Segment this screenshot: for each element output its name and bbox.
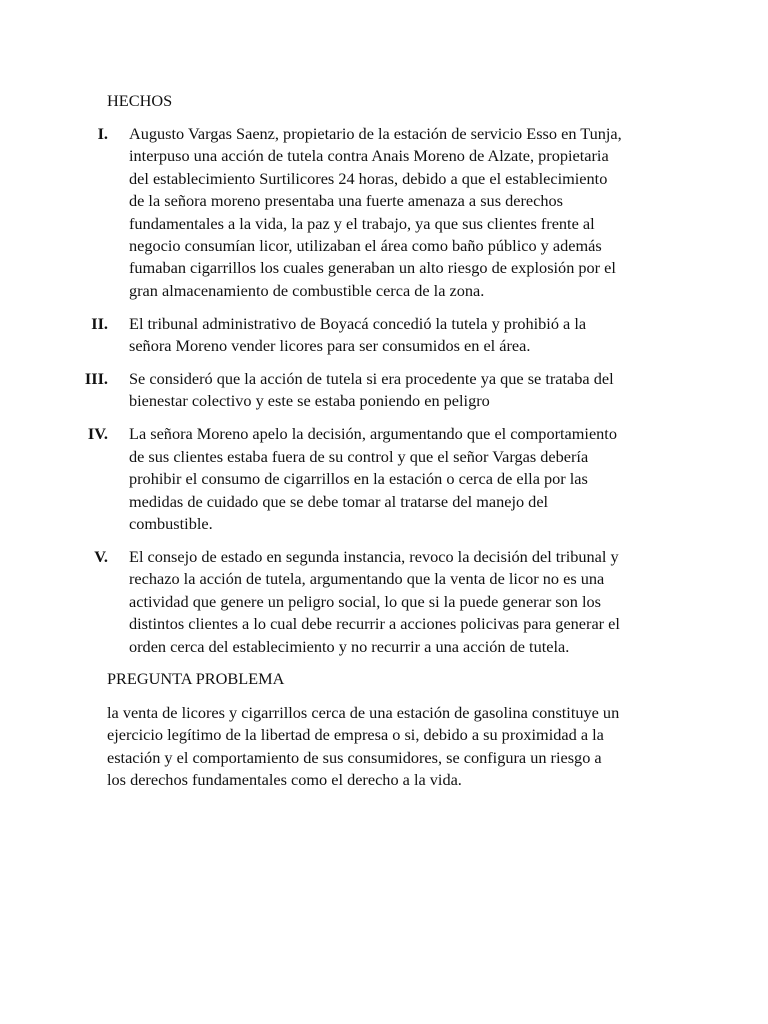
text-line: combustible. <box>129 514 213 533</box>
text-line: fumaban cigarrillos los cuales generaban un alto riesgo de explosión por el <box>129 258 616 278</box>
text-line: de la señora moreno presentaba una fuerte amenaza a sus derechos <box>129 191 563 211</box>
item-numeral: I. <box>97 124 108 143</box>
text-line: Augusto Vargas Saenz, propietario de la estación de servicio Esso en Tunja, <box>129 124 622 143</box>
text-line: la venta de licores y cigarrillos cerca de una estación de gasolina constituye un <box>107 703 620 722</box>
text-line: gran almacenamiento de combustible cerca de la zona. <box>129 280 485 300</box>
pregunta-paragraph <box>107 702 667 792</box>
item-text <box>129 546 664 658</box>
text-line: fundamentales a la vida, la paz y el trabajo, ya que sus clientes frente al <box>129 213 595 233</box>
text-line: medidas de cuidado que se debe tomar al tratarse del manejo del <box>129 491 549 511</box>
item-text <box>129 313 664 358</box>
text-line: distintos clientes a lo cual debe recurrir a acciones policivas para generar el <box>129 614 620 634</box>
item-numeral: V. <box>94 546 108 566</box>
hechos-item-2 <box>0 313 768 358</box>
item-numeral: IV. <box>87 424 108 444</box>
hechos-item-5 <box>0 546 768 658</box>
item-numeral: II. <box>91 313 108 333</box>
text-line: bienestar colectivo y este se estaba poniendo en peligro <box>129 391 490 411</box>
hechos-list <box>0 123 768 668</box>
text-line: orden cerca del establecimiento y no recurrir a una acción de tutela. <box>129 636 570 656</box>
pregunta-heading: PREGUNTA PROBLEMA <box>107 669 285 688</box>
text-line: los derechos fundamentales como el derecho a la vida. <box>107 770 462 790</box>
text-line: prohibir el consumo de cigarrillos en la estación o cerca de ella por las <box>129 469 588 489</box>
text-line: rechazo la acción de tutela, argumentando que la venta de licor no es una <box>129 569 605 589</box>
hechos-item-3 <box>0 368 768 413</box>
text-line: interpuso una acción de tutela contra Anais Moreno de Alzate, propietaria <box>129 146 609 166</box>
hechos-item-4 <box>0 423 768 535</box>
text-line: del establecimiento Surtilicores 24 horas, debido a que el establecimiento <box>129 168 608 188</box>
hechos-item-1 <box>0 123 768 302</box>
item-text <box>129 123 664 302</box>
item-numeral: III. <box>84 369 108 389</box>
text-line: El consejo de estado en segunda instancia, revoco la decisión del tribunal y <box>129 546 619 566</box>
hechos-heading: HECHOS <box>107 91 173 110</box>
text-line: negocio consumían licor, utilizaban el área como baño público y además <box>129 236 602 256</box>
text-line: Se consideró que la acción de tutela si era procedente ya que se trataba del <box>129 369 614 389</box>
text-line: señora Moreno vender licores para ser consumidos en el área. <box>129 336 531 356</box>
text-line: de sus clientes estaba fuera de su control y que el señor Vargas debería <box>129 446 589 466</box>
text-line: ejercicio legítimo de la libertad de empresa o si, debido a su proximidad a la <box>107 725 604 745</box>
item-text <box>129 368 664 413</box>
text-line: actividad que genere un peligro social, lo que si la puede generar son los <box>129 591 601 611</box>
text-line: El tribunal administrativo de Boyacá concedió la tutela y prohibió a la <box>129 313 587 333</box>
text-line: La señora Moreno apelo la decisión, argumentando que el comportamiento <box>129 424 617 444</box>
text-line: estación y el comportamiento de sus consumidores, se configura un riesgo a <box>107 747 602 767</box>
item-text <box>129 423 664 535</box>
